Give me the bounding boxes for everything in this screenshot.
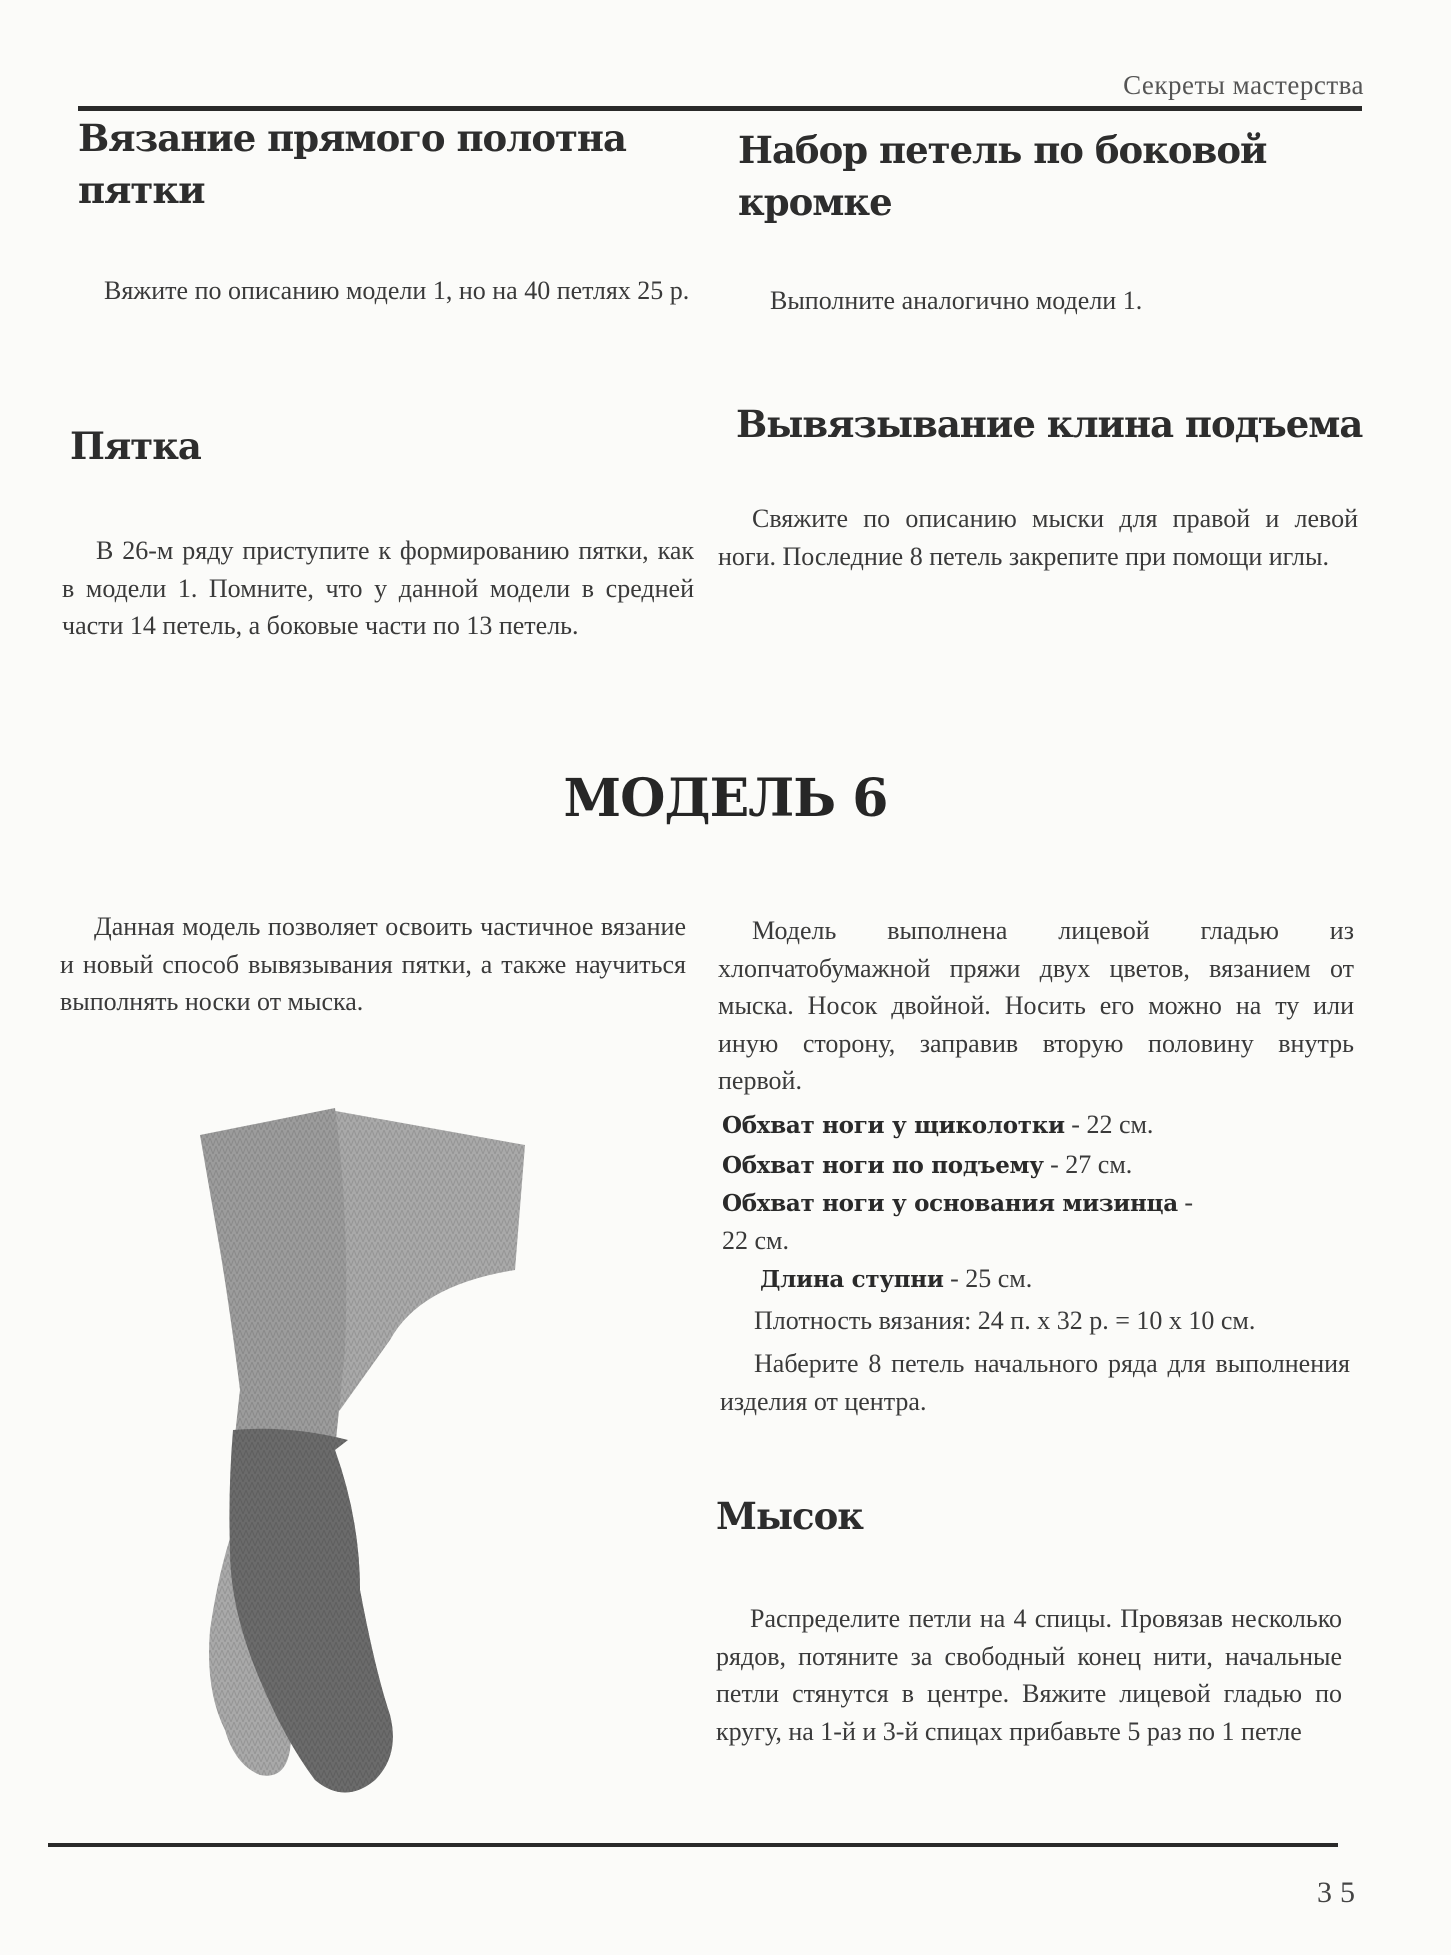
spec-little-toe <box>722 1188 1193 1218</box>
spec-instep-label: Обхват ноги по подъему <box>722 1152 1044 1179</box>
running-head: Секреты мастерства <box>1123 70 1364 100</box>
toe-text: Распределите петли на 4 спицы. Провязав несколько рядов, потяните за свободный конец нити, начальные петли стянутся в центре. Вяжите лицевой гладью по кругу, на 1-й и 3-й спицах прибавьте 5 раз по 1 петле <box>716 1604 1342 1746</box>
page-number: 35 <box>1317 1876 1363 1909</box>
heading-instep-gusset: Вывязывание клина подъема <box>736 402 1363 446</box>
spec-foot-length <box>760 1264 1032 1294</box>
spec-foot-length-label: Длина ступни <box>760 1266 944 1293</box>
socks-photo <box>120 1090 540 1820</box>
spec-instep-value: - 27 см. <box>1043 1150 1133 1179</box>
bottom-rule <box>48 1843 1338 1847</box>
spec-instep <box>722 1150 1132 1180</box>
heading-heel: Пятка <box>70 424 201 468</box>
spec-ankle-label: Обхват ноги у щиколотки <box>722 1112 1065 1139</box>
para-straight-heel: Вяжите по описанию модели 1, но на 40 петлях 25 р. <box>104 276 690 305</box>
spec-little-toe-cont: 22 см. <box>722 1226 789 1255</box>
model-title: МОДЕЛЬ 6 <box>563 768 888 829</box>
heading-toe: Мысок <box>716 1494 863 1538</box>
spec-little-toe-value: - <box>1177 1188 1193 1217</box>
model-intro: Данная модель позволяет освоить частичное вязание и новый способ вывязывания пятки, а также научиться выполнять носки от мыска. <box>60 912 686 1016</box>
cast-on-text: Наберите 8 петель начального ряда для выполнения изделия от центра. <box>720 1349 1350 1416</box>
top-rule <box>78 106 1362 111</box>
spec-ankle-value: - 22 см. <box>1064 1110 1154 1139</box>
spec-foot-length-value: - 25 см. <box>943 1264 1033 1293</box>
heading-side-edge: Набор петель по боковой кромке <box>738 128 1267 224</box>
spec-ankle <box>722 1110 1153 1140</box>
para-instep-gusset: Свяжите по описанию мыски для правой и левой ноги. Последние 8 петель закрепите при помощи иглы. <box>718 504 1358 571</box>
heading-straight-heel: Вязание прямого полотна пятки <box>78 116 626 212</box>
spec-little-toe-label: Обхват ноги у основания мизинца <box>722 1190 1178 1217</box>
para-side-edge: Выполните аналогично модели 1. <box>770 286 1143 315</box>
spec-density: Плотность вязания: 24 п. х 32 р. = 10 х 10 см. <box>754 1306 1256 1335</box>
model-description: Модель выполнена лицевой гладью из хлопчатобумажной пряжи двух цветов, вязанием от мыска. Носок двойной. Носить его можно на ту или иную сторону, заправив вторую половину внутрь первой. <box>718 916 1354 1095</box>
para-heel: В 26-м ряду приступите к формированию пятки, как в модели 1. Помните, что у данной модели в средней части 14 петель, а боковые части по 13 петель. <box>62 536 694 640</box>
